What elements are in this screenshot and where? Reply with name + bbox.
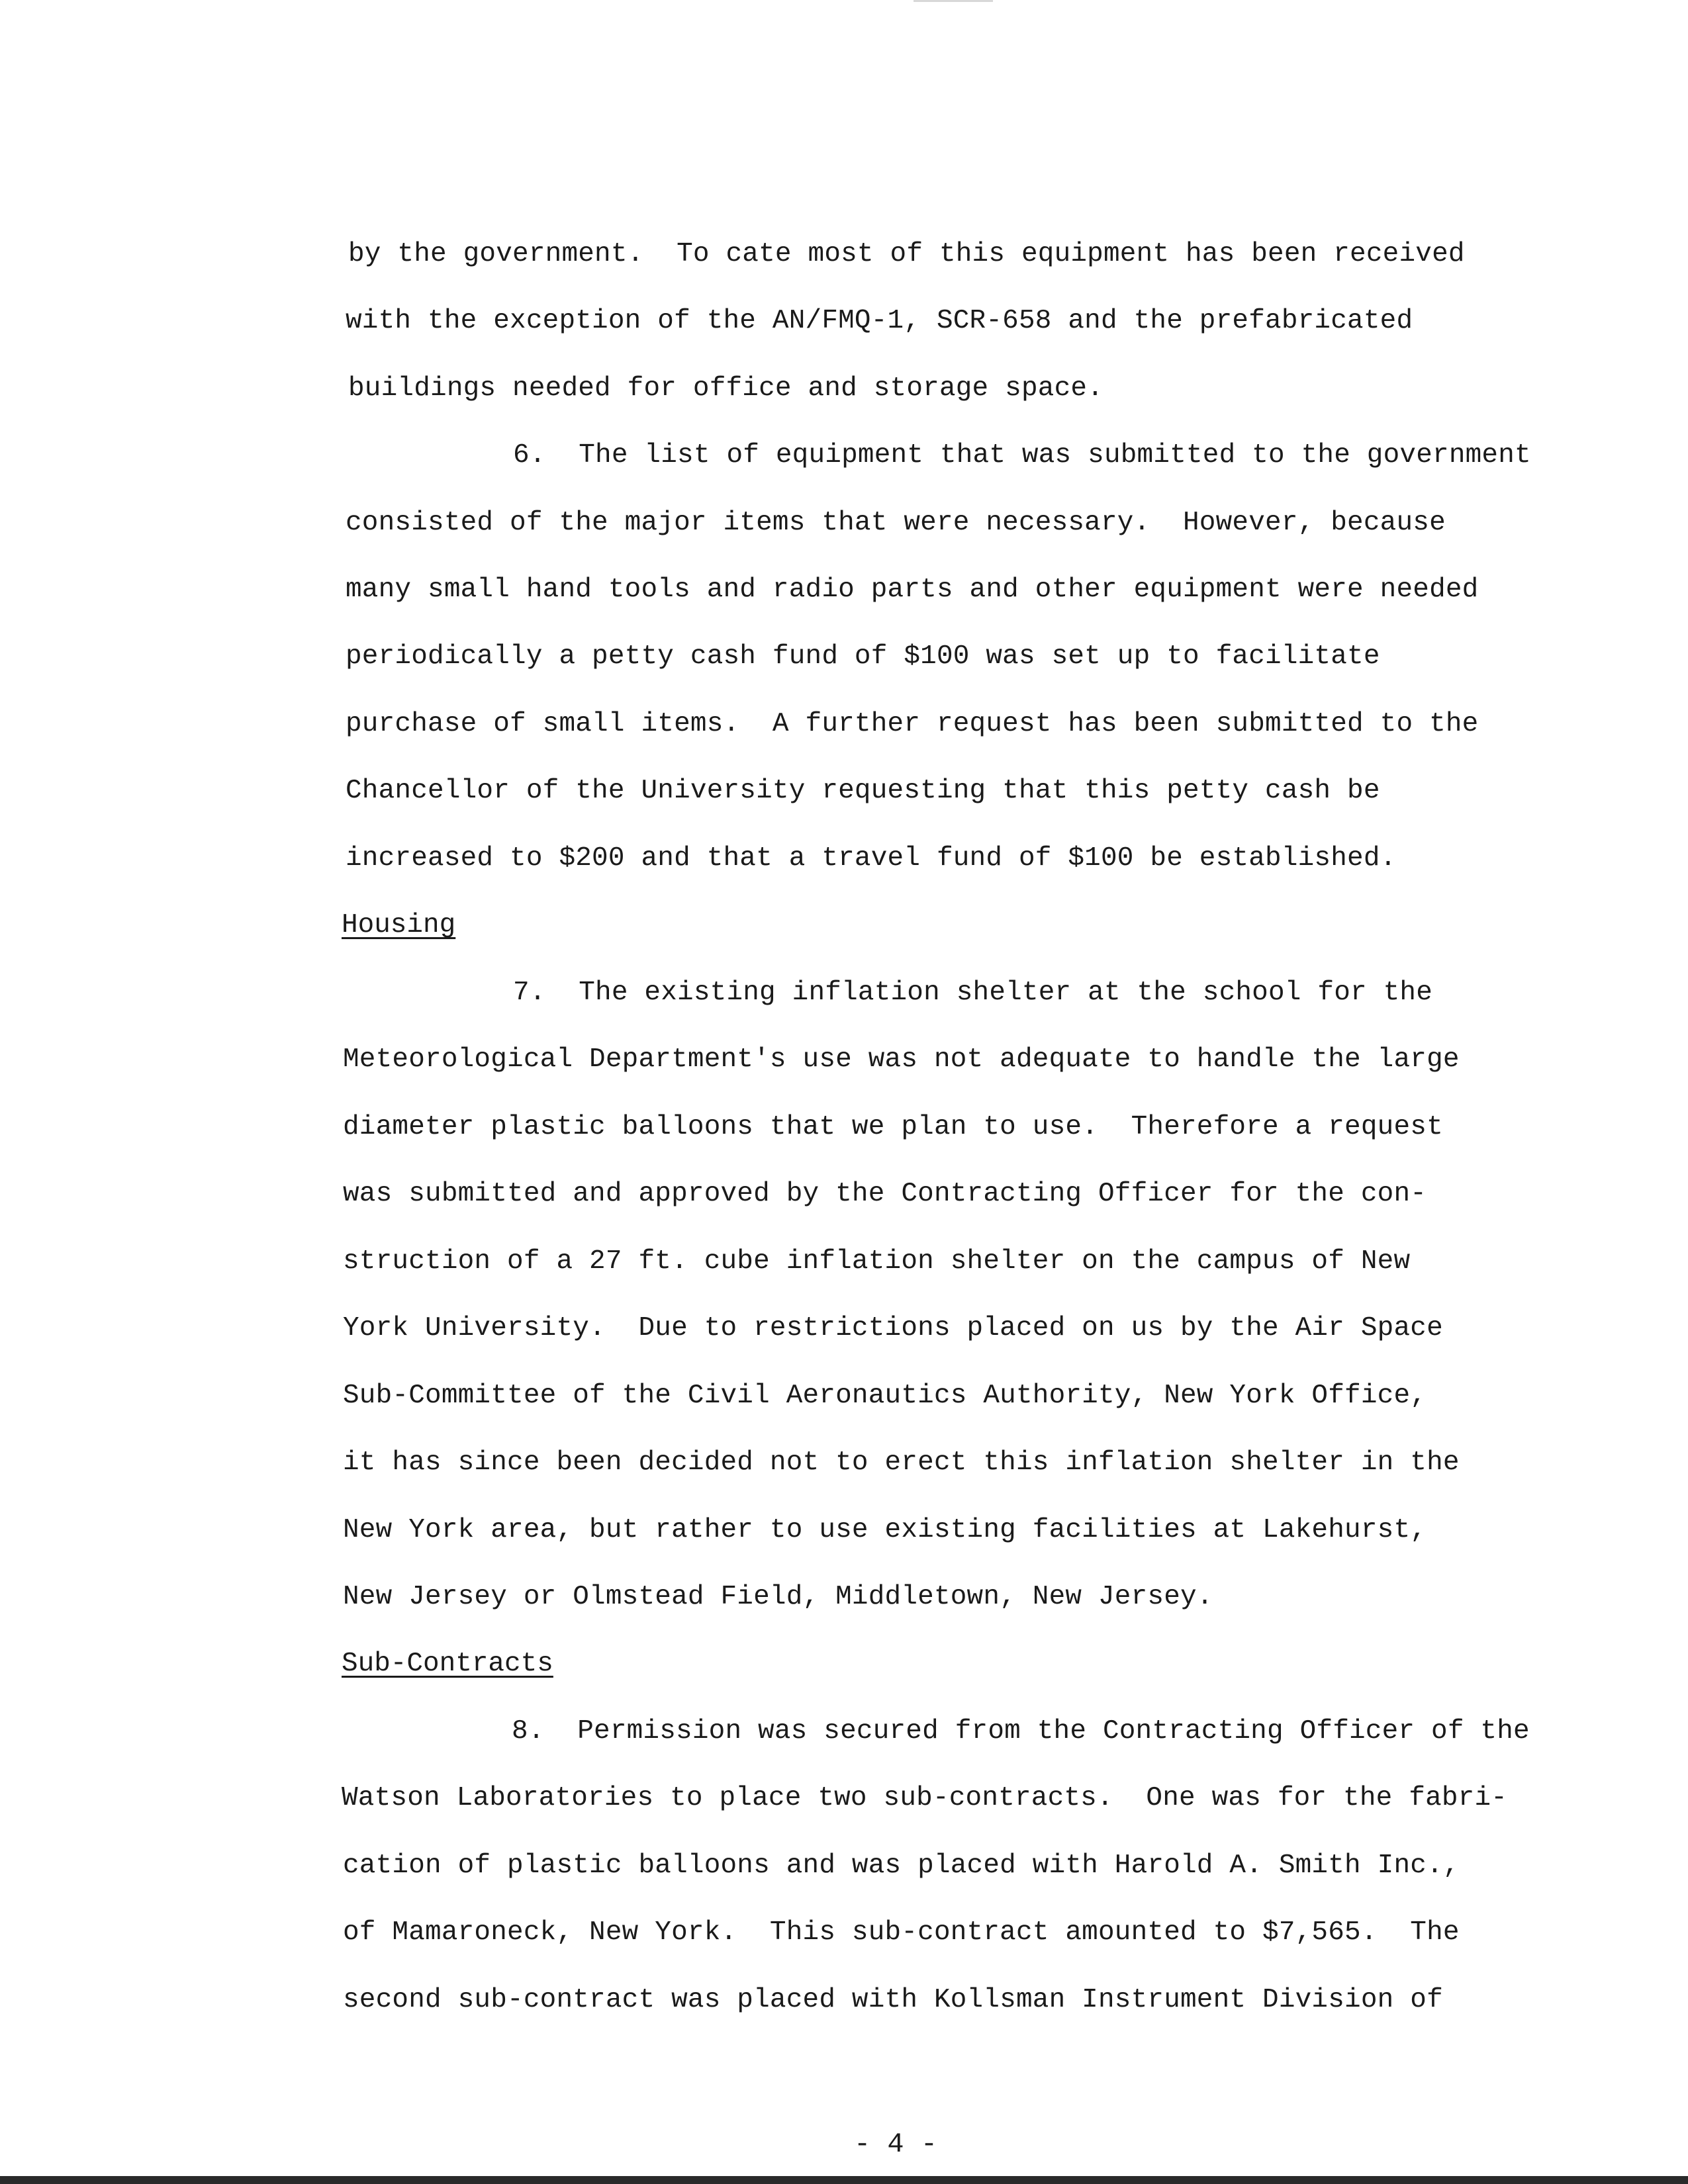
text-line: by the government. To cate most of this equipment has been received <box>348 239 1465 269</box>
paragraph-7-start: 7. The existing inflation shelter at the school for the <box>513 978 1433 1008</box>
text-line: cation of plastic balloons and was placed with Harold A. Smith Inc., <box>343 1850 1460 1881</box>
text-line: many small hand tools and radio parts and other equipment were needed <box>346 574 1479 605</box>
text-line: Meteorological Department's use was not adequate to handle the large <box>343 1044 1460 1075</box>
text-line: Chancellor of the University requesting that this petty cash be <box>346 776 1380 806</box>
text-line: New York area, but rather to use existing facilities at Lakehurst, <box>343 1515 1427 1545</box>
text-line: it has since been decided not to erect this inflation shelter in the <box>343 1447 1460 1478</box>
text-line: second sub-contract was placed with Kollsman Instrument Division of <box>343 1985 1443 2015</box>
text-line: of Mamaroneck, New York. This sub-contract amounted to $7,565. The <box>343 1917 1460 1948</box>
text-line: Sub-Committee of the Civil Aeronautics Authority, New York Office, <box>343 1381 1427 1411</box>
heading-sub-contracts: Sub-Contracts <box>342 1649 553 1679</box>
text-line: consisted of the major items that were necessary. However, because <box>346 508 1446 538</box>
text-line: increased to $200 and that a travel fund of $100 be established. <box>346 843 1397 874</box>
page-number: - 4 - <box>854 2128 938 2160</box>
text-line: buildings needed for office and storage space. <box>348 373 1103 404</box>
scan-bottom-edge <box>0 2176 1688 2184</box>
text-line: York University. Due to restrictions placed on us by the Air Space <box>343 1313 1443 1343</box>
text-line: New Jersey or Olmstead Field, Middletown, New Jersey. <box>343 1582 1213 1612</box>
text-line: diameter plastic balloons that we plan to use. Therefore a request <box>343 1112 1443 1142</box>
paragraph-6-start: 6. The list of equipment that was submitted to the government <box>513 440 1531 471</box>
text-line: periodically a petty cash fund of $100 was set up to facilitate <box>346 641 1380 672</box>
text-line: Watson Laboratories to place two sub-contracts. One was for the fabri- <box>342 1783 1508 1813</box>
text-line: struction of a 27 ft. cube inflation shelter on the campus of New <box>343 1246 1411 1277</box>
scan-mark <box>914 0 993 2</box>
paragraph-8-start: 8. Permission was secured from the Contracting Officer of the <box>512 1716 1530 1747</box>
text-line: was submitted and approved by the Contracting Officer for the con- <box>343 1179 1427 1209</box>
text-line: purchase of small items. A further request has been submitted to the <box>346 709 1479 739</box>
heading-housing: Housing <box>342 910 456 940</box>
text-line: with the exception of the AN/FMQ-1, SCR-658 and the prefabricated <box>346 306 1413 336</box>
